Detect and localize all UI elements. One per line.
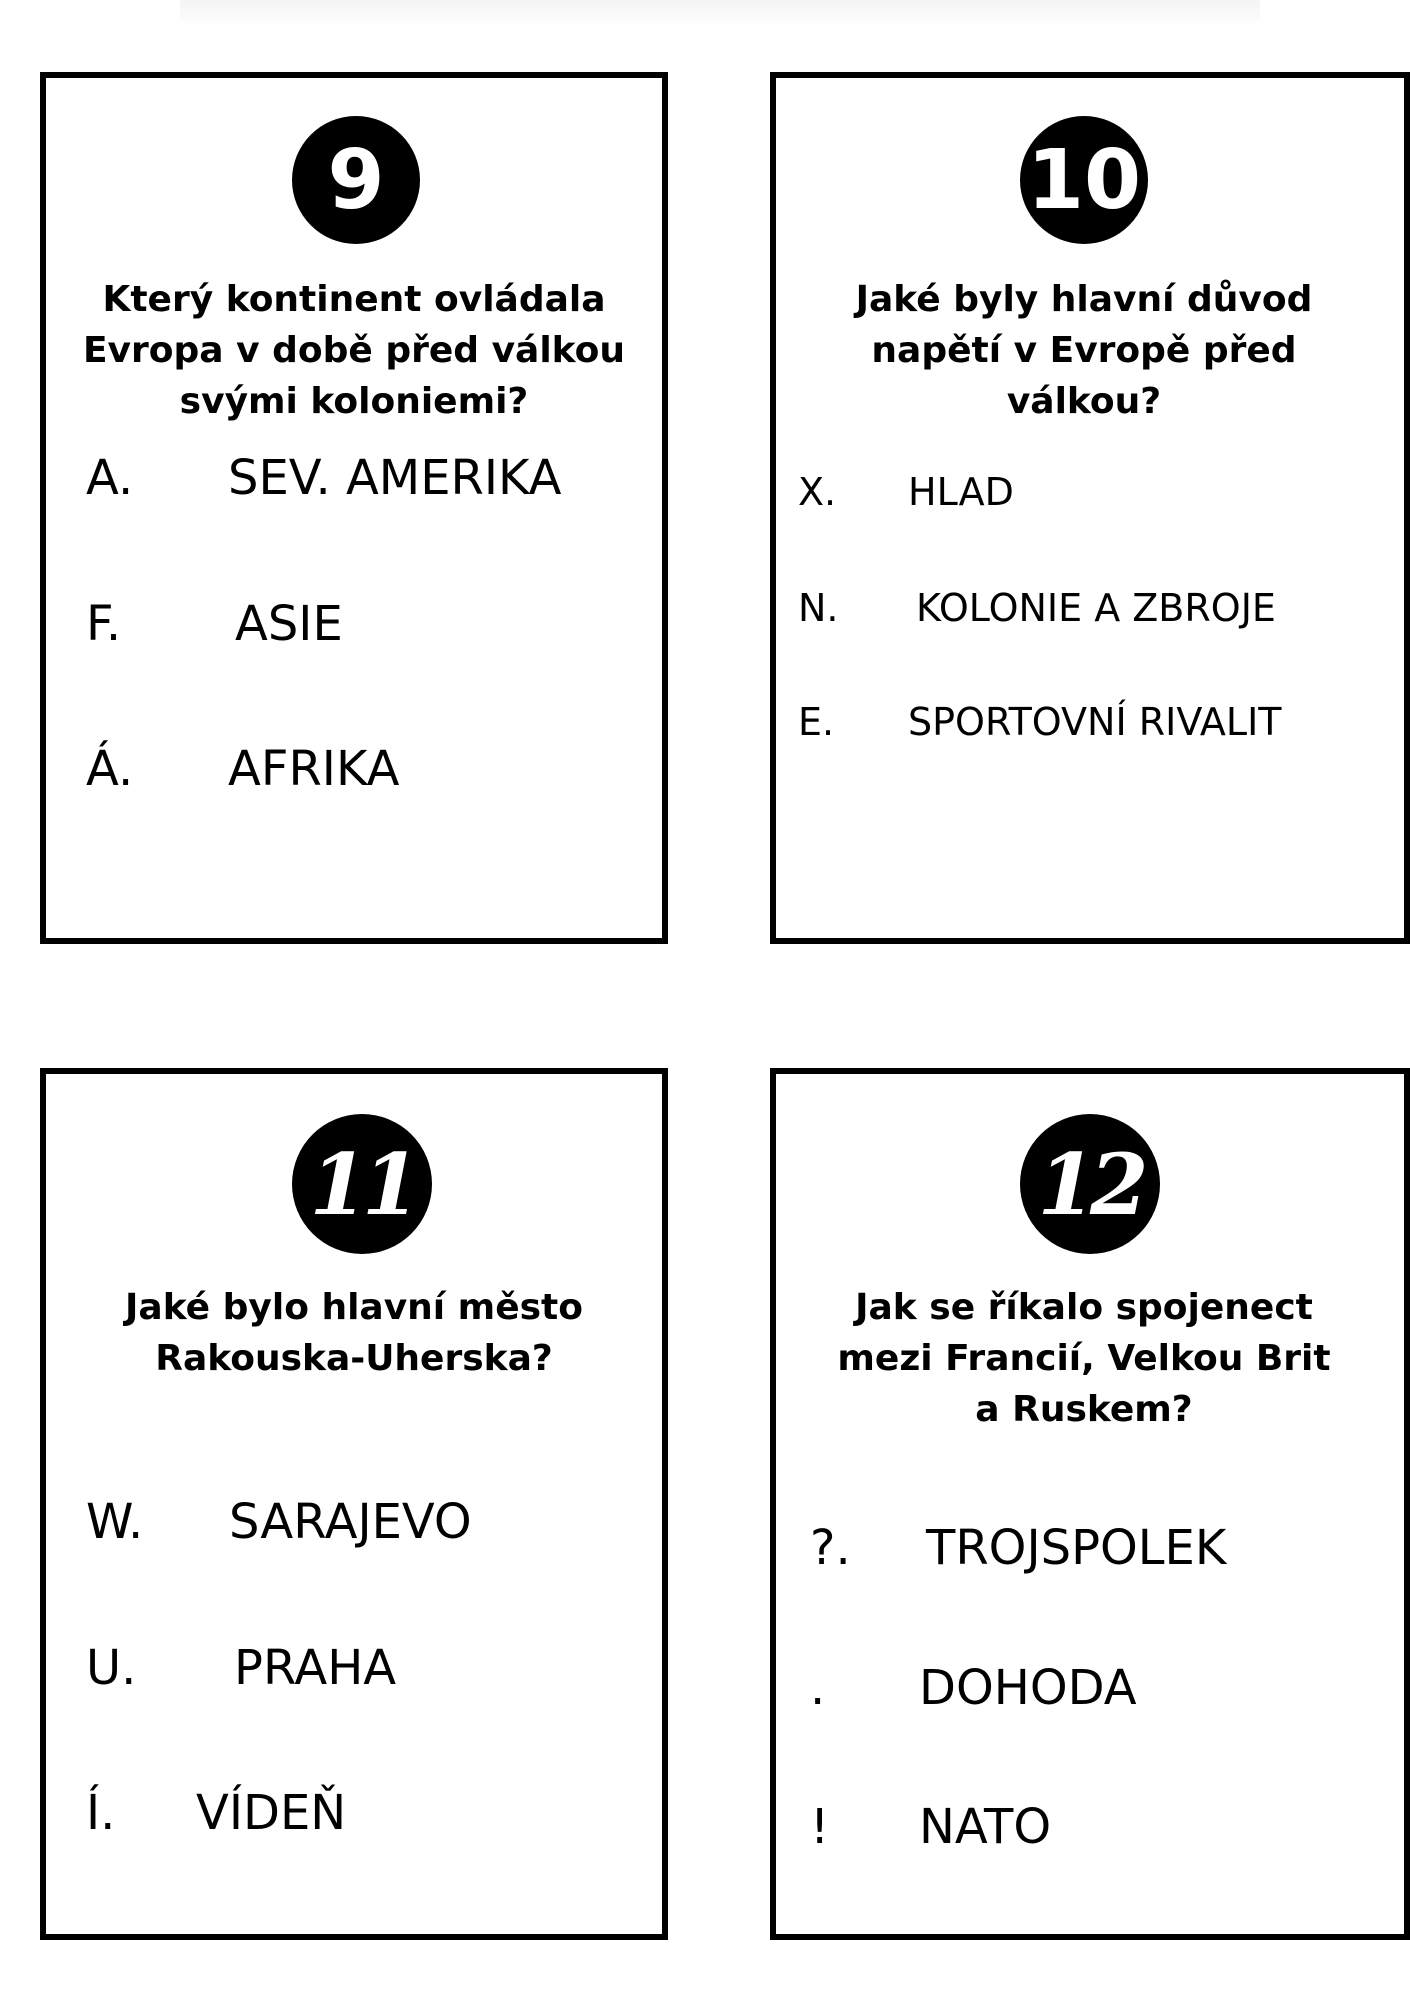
quiz-card-9: [40, 72, 668, 944]
question-number-badge: 11: [292, 1114, 432, 1254]
option-letter: !: [810, 1799, 830, 1855]
question-line: válkou?: [1006, 381, 1162, 422]
question-line: Rakouska-Uherska?: [155, 1338, 553, 1379]
option-letter: ?.: [810, 1520, 851, 1576]
question-text: [776, 1282, 1392, 1435]
answer-option-question-mark[interactable]: [776, 1520, 1404, 1580]
option-letter: X.: [798, 470, 837, 514]
option-text: SARAJEVO: [229, 1494, 472, 1550]
quiz-card-11: [40, 1068, 668, 1940]
option-text: ASIE: [235, 596, 343, 652]
answer-option-u[interactable]: [46, 1640, 662, 1700]
answer-option-e[interactable]: [776, 700, 1404, 760]
question-text: [776, 274, 1392, 427]
option-text: KOLONIE A ZBROJE: [916, 586, 1276, 630]
question-line: napětí v Evropě před: [871, 330, 1297, 371]
question-line: a Ruskem?: [975, 1389, 1193, 1430]
answer-option-x[interactable]: [776, 470, 1404, 530]
answer-option-i-acute[interactable]: [46, 1785, 662, 1845]
option-text: SPORTOVNÍ RIVALIT: [908, 700, 1282, 744]
top-edge-shadow: [180, 0, 1260, 26]
answer-option-w[interactable]: [46, 1494, 662, 1554]
option-letter: N.: [798, 586, 839, 630]
option-text: VÍDEŇ: [196, 1785, 347, 1841]
option-text: HLAD: [908, 470, 1014, 514]
answer-option-period[interactable]: [776, 1660, 1404, 1720]
option-letter: Á.: [86, 741, 134, 797]
question-line: mezi Francií, Velkou Brit: [837, 1338, 1331, 1379]
question-line: Jaké bylo hlavní město: [125, 1287, 583, 1328]
option-text: NATO: [919, 1799, 1052, 1855]
question-line: Který kontinent ovládala: [102, 279, 606, 320]
question-number-badge: 10: [1020, 116, 1148, 244]
answer-option-f[interactable]: [46, 596, 662, 656]
option-letter: A.: [86, 450, 134, 506]
question-number-badge: 9: [292, 116, 420, 244]
question-line: svými koloniemi?: [179, 381, 529, 422]
answer-option-a-acute[interactable]: [46, 741, 662, 801]
answer-option-exclamation[interactable]: [776, 1799, 1404, 1859]
question-text: [46, 274, 662, 427]
quiz-card-10: [770, 72, 1410, 944]
option-text: TROJSPOLEK: [926, 1520, 1227, 1576]
option-text: PRAHA: [234, 1640, 397, 1696]
question-number-badge: 12: [1020, 1114, 1160, 1254]
option-text: AFRIKA: [228, 741, 400, 797]
question-text: [46, 1282, 662, 1384]
option-letter: F.: [86, 596, 122, 652]
option-letter: W.: [86, 1494, 144, 1550]
question-line: Jak se říkalo spojenect: [855, 1287, 1313, 1328]
option-text: SEV. AMERIKA: [228, 450, 562, 506]
question-line: Evropa v době před válkou: [82, 330, 626, 371]
option-text: DOHODA: [919, 1660, 1137, 1716]
answer-option-a[interactable]: [46, 450, 662, 510]
quiz-card-12: [770, 1068, 1410, 1940]
option-letter: .: [810, 1660, 826, 1716]
option-letter: E.: [798, 700, 835, 744]
option-letter: U.: [86, 1640, 137, 1696]
option-letter: Í.: [86, 1785, 116, 1841]
answer-option-n[interactable]: [776, 586, 1404, 646]
question-line: Jaké byly hlavní důvod: [855, 279, 1313, 320]
